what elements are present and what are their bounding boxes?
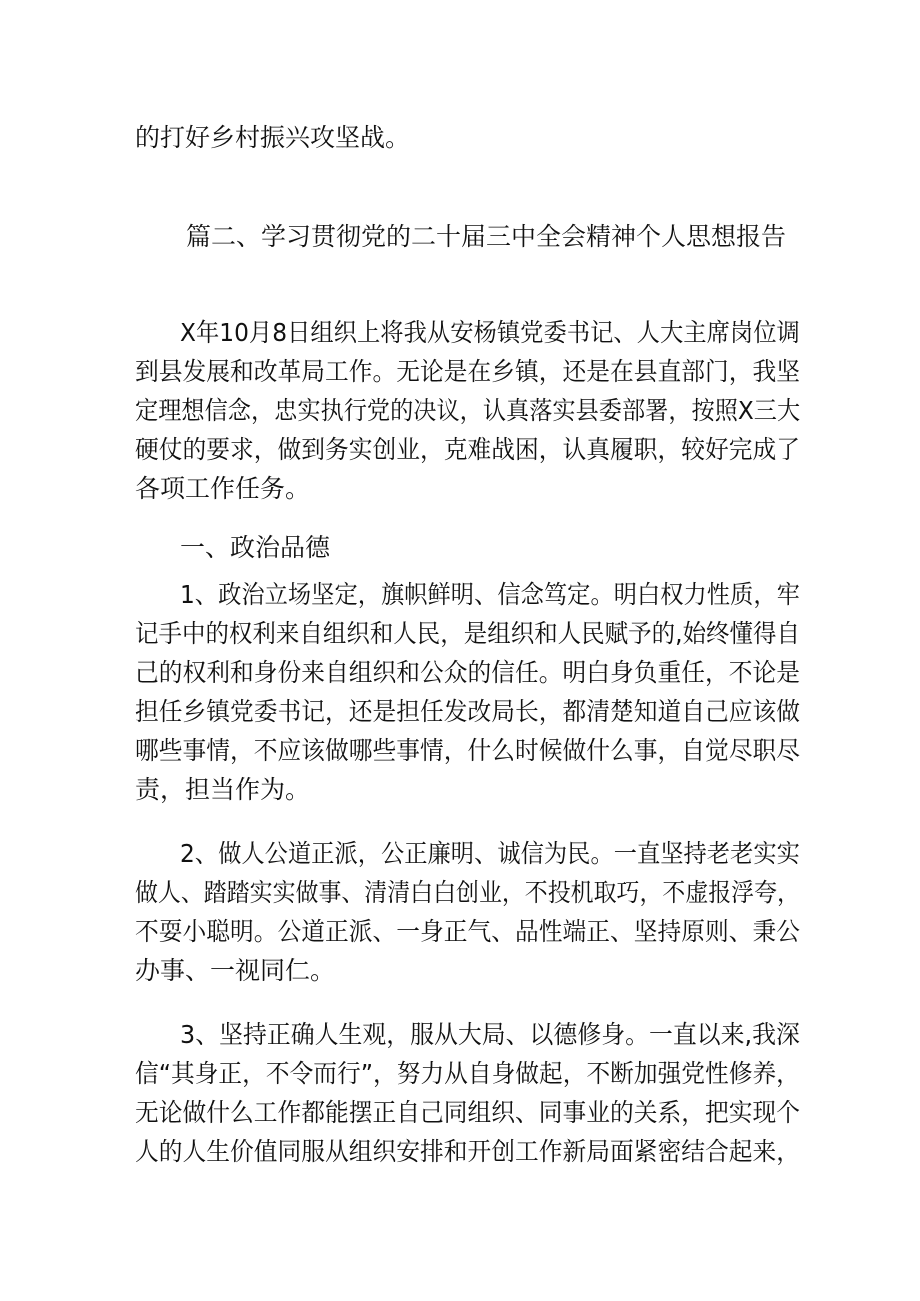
paragraph-line: 3、坚持正确人生观，服从大局、以德修身。一直以来,我深 bbox=[180, 1020, 800, 1049]
paragraph-line: 不耍小聪明。公道正派、一身正气、品性端正、坚持原则、秉公 bbox=[135, 917, 801, 946]
paragraph-line: 定理想信念，忠实执行党的决议，认真落实县委部署，按照X三大 bbox=[135, 396, 801, 425]
subsection-heading: 一、政治品德 bbox=[180, 533, 331, 562]
paragraph-line: 办事、一视同仁。 bbox=[135, 956, 336, 985]
paragraph-line: 己的权利和身份来自组织和公众的信任。明白身负重任，不论是 bbox=[135, 658, 801, 687]
paragraph-line: 到县发展和改革局工作。无论是在乡镇，还是在县直部门，我坚 bbox=[135, 357, 801, 386]
paragraph-line: 担任乡镇党委书记，还是担任发改局长，都清楚知道自己应该做 bbox=[135, 697, 801, 726]
paragraph-line: 记手中的权利来自组织和人民，是组织和人民赋予的,始终懂得自 bbox=[135, 619, 800, 648]
paragraph-line: 2、做人公道正派，公正廉明、诚信为民。一直坚持老老实实 bbox=[180, 839, 800, 868]
carryover-line: 的打好乡村振兴攻坚战。 bbox=[135, 123, 411, 152]
paragraph-line: X年10月8日组织上将我从安杨镇党委书记、人大主席岗位调 bbox=[180, 318, 800, 347]
paragraph-line: 人的人生价值同服从组织安排和开创工作新局面紧密结合起来， bbox=[135, 1137, 801, 1166]
paragraph-line: 各项工作任务。 bbox=[135, 474, 311, 503]
paragraph-line: 信“其身正，不令而行”，努力从自身做起，不断加强党性修养， bbox=[135, 1059, 800, 1088]
paragraph-line: 责，担当作为。 bbox=[135, 775, 311, 804]
paragraph-line: 1、政治立场坚定，旗帜鲜明、信念笃定。明白权力性质，牢 bbox=[180, 580, 800, 609]
paragraph-line: 无论做什么工作都能摆正自己同组织、同事业的关系，把实现个 bbox=[135, 1098, 801, 1127]
paragraph-line: 做人、踏踏实实做事、清清白白创业，不投机取巧，不虚报浮夸， bbox=[135, 878, 800, 907]
section-title: 篇二、学习贯彻党的二十届三中全会精神个人思想报告 bbox=[186, 222, 787, 251]
paragraph-line: 哪些事情，不应该做哪些事情，什么时候做什么事，自觉尽职尽 bbox=[135, 736, 801, 765]
paragraph-line: 硬仗的要求，做到务实创业，克难战困，认真履职，较好完成了 bbox=[135, 435, 801, 464]
